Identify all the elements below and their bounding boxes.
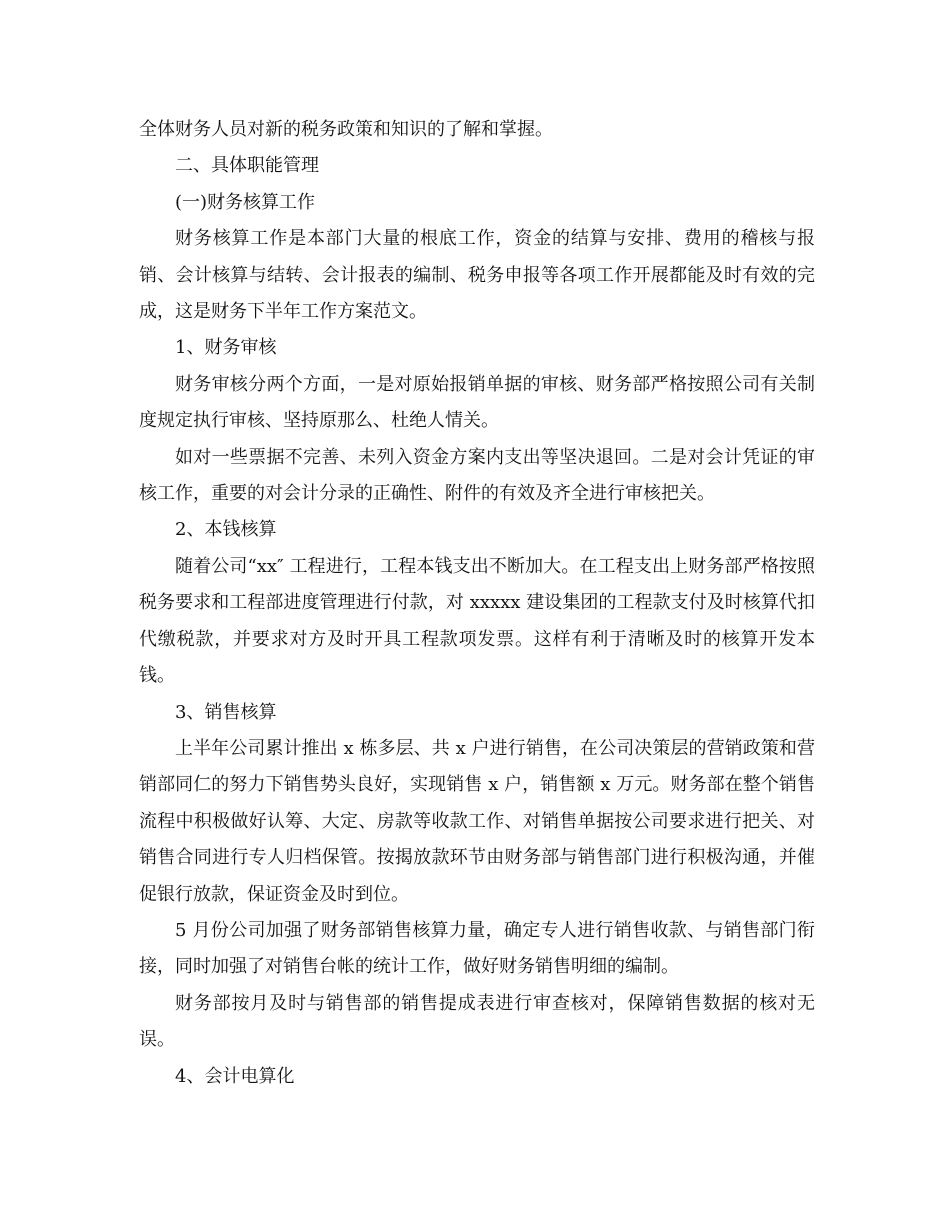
section-heading-specific-functions: 二、具体职能管理 [175,155,319,177]
paragraph-accounting-work: 财务核算工作是本部门大量的根底工作，资金的结算与安排、费用的稽核与报销、会计核算与结转、会计报表的编制、税务申报等各项工作开展都能及时有效的完成，这是财务下半年工作方案范文。 [139,228,815,323]
paragraph-financial-audit: 财务审核分两个方面，一是对原始报销单据的审核、财务部严格按照公司有关制度规定执行审核、坚持原那么、杜绝人情关。 [139,373,815,432]
item-heading-computerized-accounting: 4、会计电算化 [175,1065,295,1087]
document-body [139,112,815,1095]
paragraph-voucher-audit: 如对一些票据不完善、未列入资金方案内支出等坚决退回。二是对会计凭证的审核工作，重要的对会计分录的正确性、附件的有效及齐全进行审核把关。 [139,446,815,505]
paragraph-continuation: 全体财务人员对新的税务政策和知识的了解和掌握。 [139,119,553,140]
paragraph-cost-accounting: 随着公司“xx″ 工程进行，工程本钱支出不断加大。在工程支出上财务部严格按照税务要求和工程部进度管理进行付款，对 xxxxx 建设集团的工程款支付及时核算代扣代缴税款，并要求对方及时开具工程款项发票。这样有利于清晰及时的核算开发本钱。 [139,555,815,687]
item-heading-sales-accounting: 3、销售核算 [175,701,277,723]
paragraph-monthly-check: 财务部按月及时与销售部的销售提成表进行审查核对，保障销售数据的核对无误。 [139,992,815,1051]
item-heading-financial-audit: 1、财务审核 [175,337,277,359]
paragraph-sales-accounting: 上半年公司累计推出 x 栋多层、共 x 户进行销售，在公司决策层的营销政策和营销部同仁的努力下销售势头良好，实现销售 x 户，销售额 x 万元。财务部在整个销售流程中积极做好认筹、大定、房款等收款工作、对销售单据按公司要求进行把关、对销售合同进行专人归档保管。按揭放款环节由财务部与销售部门进行积极沟通，并催促银行放款，保证资金及时到位。 [139,737,815,905]
subsection-heading-accounting: (一)财务核算工作 [175,191,316,213]
paragraph-may-staffing: 5 月份公司加强了财务部销售核算力量，确定专人进行销售收款、与销售部门衔接，同时加强了对销售台帐的统计工作，做好财务销售明细的编制。 [139,919,815,978]
item-heading-cost-accounting: 2、本钱核算 [175,519,277,541]
